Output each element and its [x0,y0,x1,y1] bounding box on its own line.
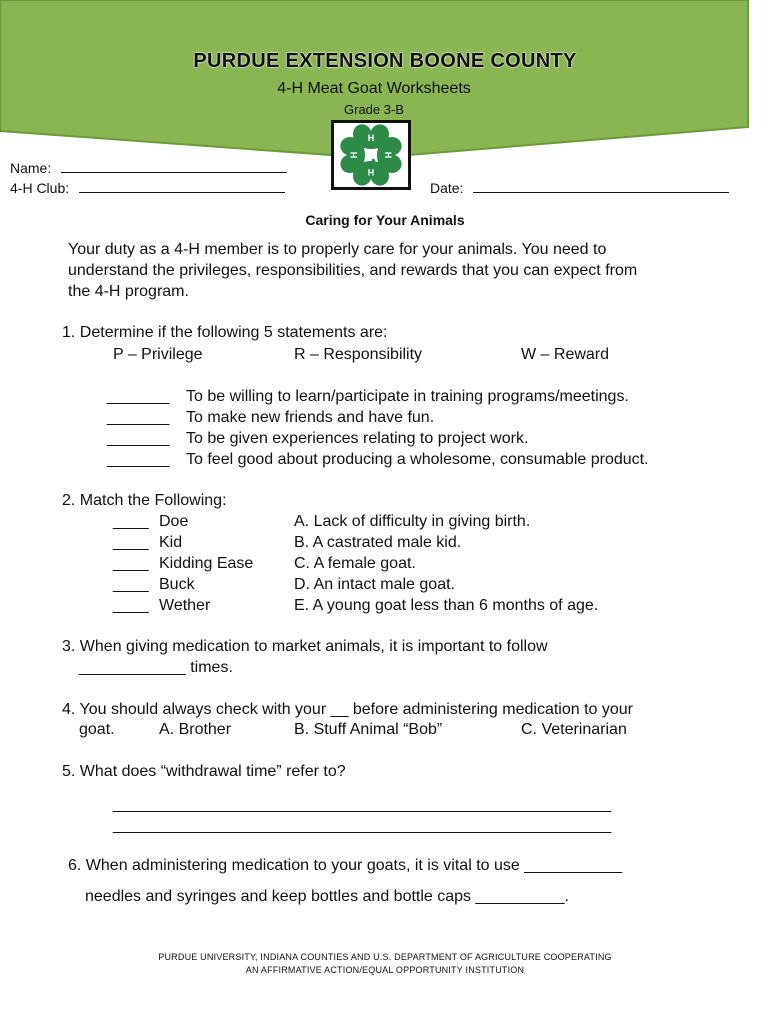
footer-line: PURDUE UNIVERSITY, INDIANA COUNTIES AND U.S. DEPARTMENT OF AGRICULTURE COOPERATING [158,952,612,962]
q1-option-responsibility: R – Responsibility [294,346,423,363]
section-title: Caring for Your Animals [305,212,465,228]
footer-line: AN AFFIRMATIVE ACTION/EQUAL OPPORTUNITY INSTITUTION [245,965,525,975]
q2-definition: A. Lack of difficulty in giving birth. [294,513,531,530]
header-grade: Grade 3-B [344,102,404,117]
q4-choice-a: A. Brother [159,721,232,738]
q1-statement: To feel good about producing a wholesome, consumable product. [186,451,649,468]
q1-option-privilege: P – Privilege [113,346,203,363]
q2-blank[interactable]: ____ [113,513,149,530]
q1-statement: To be given experiences relating to project work. [186,430,529,447]
q1-statement: To make new friends and have fun. [186,409,435,426]
name-input-line[interactable] [61,158,287,173]
svg-text:H: H [367,133,375,143]
club-input-line[interactable] [79,178,285,193]
q4-line: 4. You should always check with your __ before administering medication to your [62,701,633,718]
4h-clover-logo [331,120,411,190]
q5-answer-line[interactable]: ________________________________________________________ [113,817,612,834]
q2-term: Kid [159,534,183,551]
q1-prompt: 1. Determine if the following 5 statements are: [62,324,388,341]
clover-icon [334,123,408,187]
q2-blank[interactable]: ____ [113,555,149,572]
q2-definition: C. A female goat. [294,555,416,572]
q2-blank[interactable]: ____ [113,597,149,614]
q2-blank[interactable]: ____ [113,534,149,551]
q1-blank[interactable]: _______ [107,430,170,447]
q1-blank[interactable]: _______ [107,451,170,468]
q1-blank[interactable]: _______ [107,409,170,426]
q1-statement: To be willing to learn/participate in training programs/meetings. [186,388,629,405]
q4-choice-c: C. Veterinarian [521,721,627,738]
q1-option-reward: W – Reward [521,346,610,363]
date-input-line[interactable] [473,178,729,193]
date-field [430,178,729,196]
q3-line: 3. When giving medication to market animals, it is important to follow [62,638,548,655]
intro-line: understand the privileges, responsibilities, and rewards that you can expect from [68,262,638,279]
q2-term: Wether [159,597,211,614]
q2-term: Kidding Ease [159,555,254,572]
intro-line: the 4-H program. [68,283,189,300]
intro-line: Your duty as a 4-H member is to properly care for your animals. You need to [68,241,607,258]
q2-prompt: 2. Match the Following: [62,492,227,509]
q2-term: Buck [159,576,195,593]
q6-line: needles and syringes and keep bottles and bottle caps __________. [85,888,569,905]
svg-text:H: H [383,151,393,159]
svg-text:H: H [349,151,359,159]
date-label: Date: [430,180,464,196]
svg-text:H: H [367,167,375,177]
header-title: PURDUE EXTENSION BOONE COUNTY [193,50,577,72]
name-label: Name: [10,160,52,176]
q4-choice-b: B. Stuff Animal “Bob” [294,721,443,738]
header-subtitle: 4-H Meat Goat Worksheets [277,80,471,97]
q6-line: 6. When administering medication to your goats, it is vital to use ___________ [68,857,623,874]
q3-line: ____________ times. [79,659,233,676]
q1-blank[interactable]: _______ [107,388,170,405]
q2-definition: B. A castrated male kid. [294,534,462,551]
q5-prompt: 5. What does “withdrawal time” refer to? [62,763,346,780]
q2-term: Doe [159,513,189,530]
q4-line: goat. [79,721,115,738]
club-field [10,178,285,196]
q5-answer-line[interactable]: ________________________________________________________ [113,796,612,813]
name-field [10,158,287,176]
club-label: 4-H Club: [10,180,70,196]
q2-definition: E. A young goat less than 6 months of age. [294,597,599,614]
q2-definition: D. An intact male goat. [294,576,455,593]
q2-blank[interactable]: ____ [113,576,149,593]
